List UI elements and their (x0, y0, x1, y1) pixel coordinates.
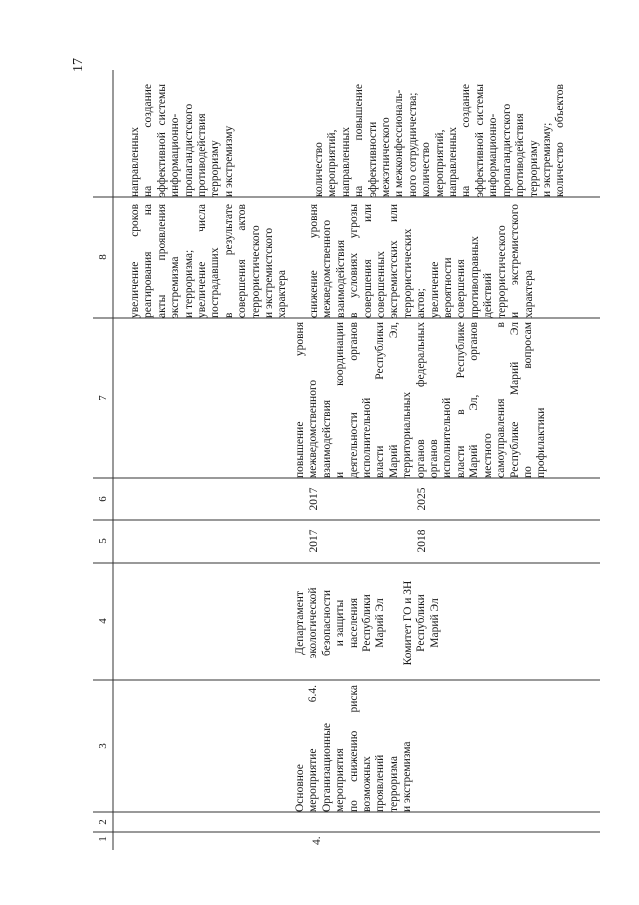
name-line-8: и экстремизма (401, 741, 414, 812)
cons-line-11: совершения (455, 259, 468, 318)
cons-line-3: в условиях угрозы (348, 204, 361, 318)
result-line-9: органов федеральных (414, 322, 427, 478)
col8-cont-line-3: информационно- (169, 113, 182, 197)
name-line-5: возможных (361, 756, 374, 812)
ind-line-16: терроризму (527, 140, 540, 197)
col7-cont-line-7: в результате (222, 204, 235, 318)
col8-cont-line-0: направленных (129, 126, 141, 197)
ind-line-6: и межконфессиональ- (393, 89, 406, 197)
cons-line-10: вероятности (442, 257, 455, 318)
name-line-1: мероприятие 6.4. (307, 685, 320, 812)
col8-cont-line-7: и экстремизму (222, 125, 235, 197)
result-line-8: территориальных (401, 391, 414, 478)
row-4-indicators (313, 84, 568, 197)
ind-line-0: количество (313, 142, 325, 197)
result-line-7: Марий Эл, (387, 322, 400, 478)
column-header-3: 3 (97, 743, 109, 749)
name-line-0: Основное (294, 764, 306, 812)
ind-line-4: эффективности (366, 121, 379, 197)
exec1-line-1: экологической (307, 587, 320, 659)
column-header-4: 4 (97, 618, 109, 624)
cons-line-5: совершенных (375, 251, 388, 318)
col7-cont-line-5: увеличение числа (196, 204, 209, 318)
result-line-0: повышение уровня (294, 322, 306, 478)
row-4-name (294, 685, 415, 812)
name-line-2: Организационные (320, 722, 333, 812)
exec1-line-2: безопасности (320, 590, 333, 657)
cons-line-2: взаимодействия (334, 239, 347, 318)
col7-cont-line-3: экстремизма (169, 256, 182, 318)
column-header-5: 5 (97, 538, 109, 544)
start-year-2-text: 2018 (416, 529, 428, 553)
ind-line-10: направленных (447, 126, 460, 197)
col7-cont-line-1: реагирования на (142, 204, 155, 318)
col8-cont-line-5: противодействия (196, 113, 209, 197)
row-4-executor-1 (294, 566, 388, 680)
ind-line-17: и экстремизму; (540, 122, 553, 197)
result-line-18: профилактики (535, 407, 548, 478)
cons-line-1: межведомственного (321, 219, 334, 318)
exec2-line-0: Комитет ГО и ЗН (402, 580, 414, 666)
col7-cont-line-10: и экстремистского (263, 227, 276, 318)
column-header-6: 6 (97, 496, 109, 502)
end-year-1-text: 2017 (308, 487, 320, 511)
result-line-3: и координации (334, 322, 347, 478)
result-line-14: местного (481, 433, 494, 478)
result-line-12: власти в Республике (454, 322, 467, 478)
page-number: 17 (71, 58, 86, 72)
row-4-consequences (308, 204, 536, 318)
ind-line-12: эффективной системы (473, 84, 486, 197)
result-line-17: по вопросам (521, 322, 534, 478)
exec1-line-3: и защиты (334, 599, 347, 647)
exec1-line-0: Департамент (294, 591, 306, 655)
row-number-text: 4. (311, 836, 323, 845)
col8-cont-line-6: терроризму (209, 140, 222, 197)
col7-cont-line-9: террористического (249, 225, 262, 318)
result-line-1: межведомственного (307, 379, 320, 478)
row-4-executor-2 (402, 566, 442, 680)
name-line-6: проявлений (374, 754, 387, 812)
cons-line-16: характера (522, 270, 535, 318)
col7-cont-line-11: характера (276, 270, 289, 318)
ind-line-1: мероприятий, (326, 129, 339, 197)
result-line-10: органов (428, 439, 441, 478)
row-4-expected-result (294, 322, 549, 478)
exec2-line-1: Республики (415, 594, 428, 652)
start-year-1 (308, 522, 321, 560)
end-year-2-text: 2025 (416, 487, 428, 511)
cons-line-0: снижение уровня (308, 204, 320, 318)
ind-line-18: количество объектов (554, 84, 567, 197)
exec2-line-2: Марий Эл (428, 598, 441, 648)
col7-cont-line-6: пострадавших (209, 247, 222, 318)
end-year-1 (308, 480, 321, 518)
result-line-11: исполнительной (441, 397, 454, 478)
exec1-line-5: Республики (361, 594, 374, 652)
result-line-13: Марий Эл, органов (468, 322, 481, 478)
row-4-number (311, 827, 324, 845)
col8-cont-line-1: на создание (142, 84, 155, 197)
col7-continuation (129, 204, 290, 318)
cons-line-8: актов; (415, 288, 428, 318)
column-header-2: 2 (97, 819, 109, 825)
result-line-5: исполнительной (361, 397, 374, 478)
column-header-7: 7 (97, 395, 109, 401)
col8-cont-line-2: эффективной системы (155, 84, 168, 197)
col8-cont-line-4: пропагандистского (182, 103, 195, 197)
ind-line-3: на повышение (353, 84, 366, 197)
result-line-6: власти Республики (374, 322, 387, 478)
start-year-1-text: 2017 (308, 529, 320, 553)
cons-line-12: противоправных (468, 236, 481, 318)
name-line-7: терроризма (387, 756, 400, 812)
cons-line-6: экстремистских или (388, 204, 401, 318)
column-header-1: 1 (97, 836, 109, 842)
name-line-4: по снижению риска (347, 685, 360, 812)
exec1-line-4: населения (347, 597, 360, 649)
col7-cont-line-2: акты проявления (155, 204, 168, 318)
col7-cont-line-0: увеличение сроков (129, 204, 141, 318)
name-line-3: мероприятия (334, 748, 347, 812)
ind-line-8: количество (420, 142, 433, 197)
exec1-line-6: Марий Эл (374, 598, 387, 648)
ind-line-14: пропагандистского (500, 103, 513, 197)
end-year-2 (416, 480, 429, 518)
start-year-2 (416, 522, 429, 560)
ind-line-15: противодействия (514, 113, 527, 197)
ind-line-5: межэтнического (380, 117, 393, 197)
ind-line-9: мероприятий, (433, 129, 446, 197)
cons-line-9: увеличение (428, 261, 441, 318)
ind-line-7: ного сотрудничества; (406, 92, 419, 197)
cons-line-14: террористического (495, 225, 508, 318)
col7-cont-line-8: совершения актов (236, 204, 249, 318)
column-header-8: 8 (97, 254, 109, 260)
cons-line-13: действий (482, 273, 495, 318)
cons-line-15: и экстремистского (509, 204, 522, 318)
ind-line-13: информационно- (487, 113, 500, 197)
ind-line-2: направленных (339, 126, 352, 197)
cons-line-7: террористических (401, 228, 414, 318)
ind-line-11: на создание (460, 84, 473, 197)
result-line-2: взаимодействия (320, 399, 333, 478)
result-line-16: Республике Марий Эл (508, 322, 521, 478)
cons-line-4: совершения или (361, 204, 374, 318)
result-line-15: самоуправления в (495, 322, 508, 478)
col7-cont-line-4: и терроризма; (182, 249, 195, 318)
result-line-4: деятельности органов (347, 322, 360, 478)
col8-continuation (129, 84, 236, 197)
